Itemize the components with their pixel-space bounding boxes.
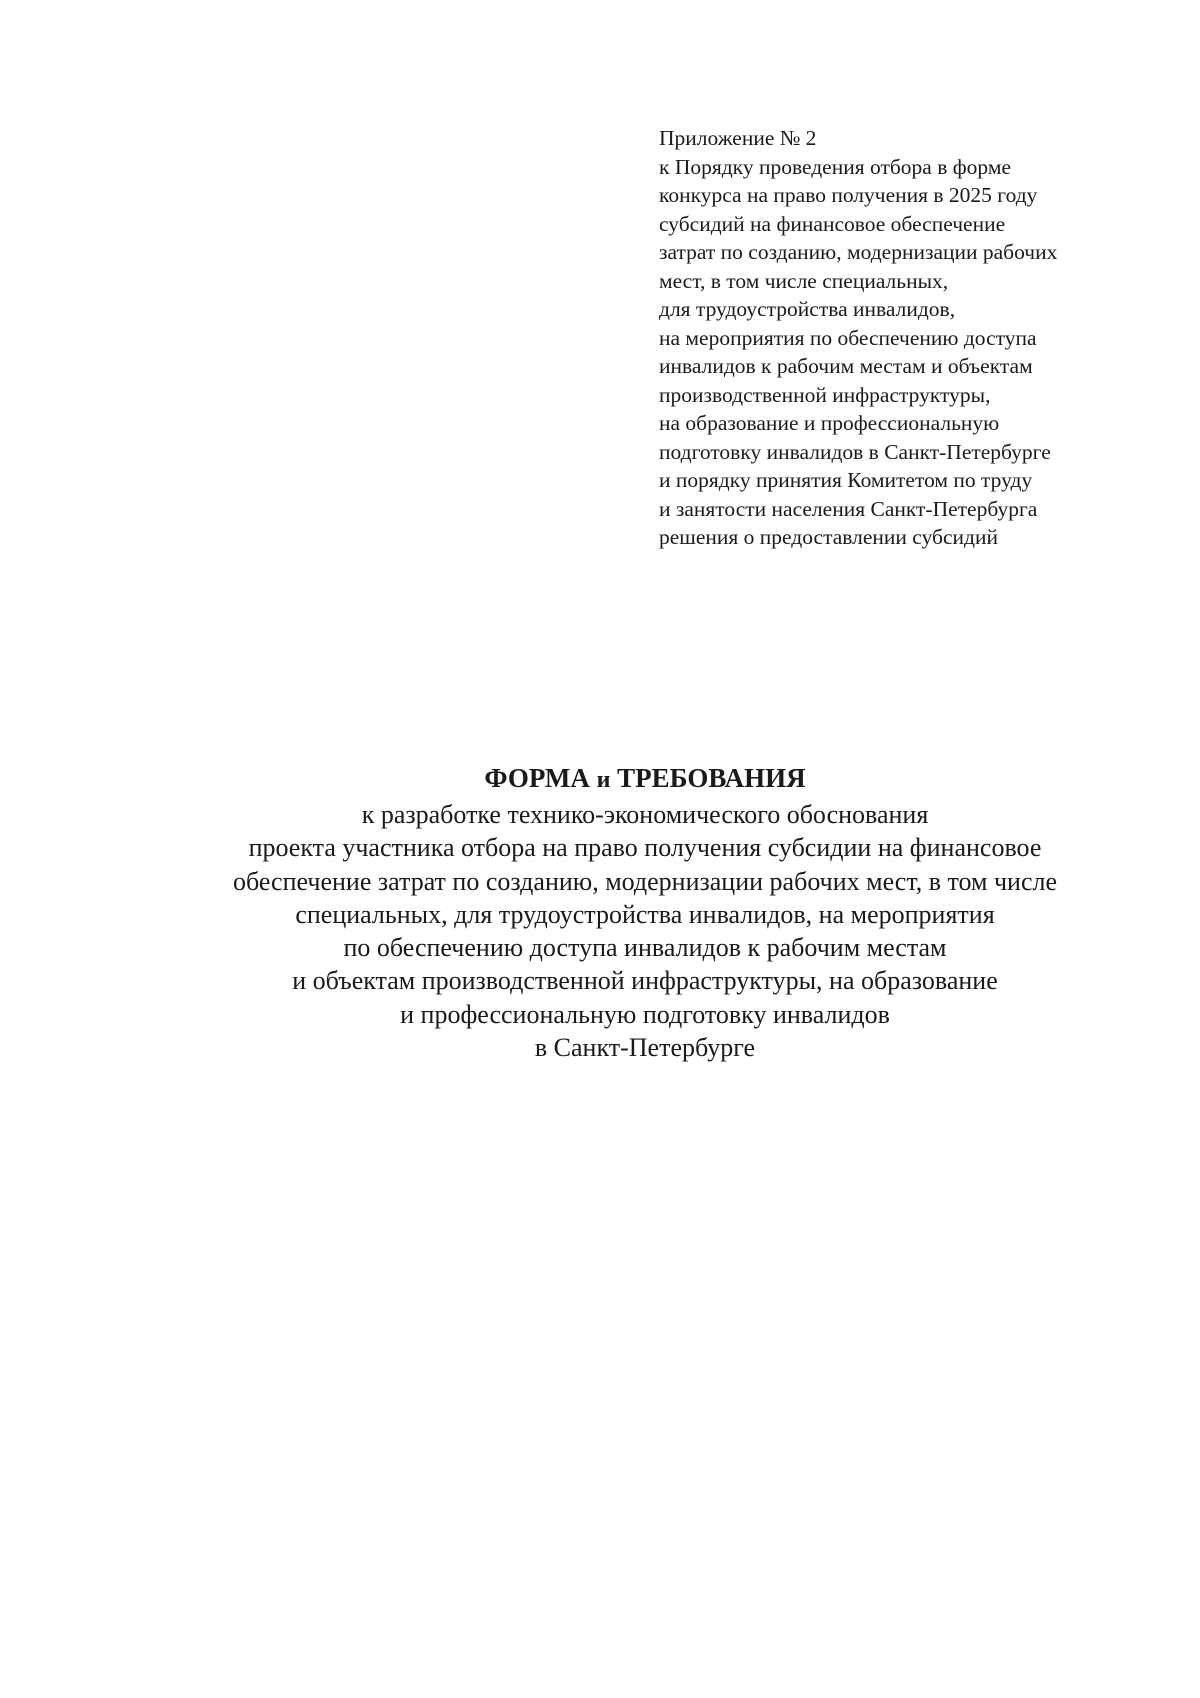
document-title <box>100 760 1190 798</box>
subtitle-line: и объектам производственной инфраструктуры, на образование <box>292 966 998 996</box>
annex-line: для трудоустройства инвалидов, <box>659 297 956 321</box>
annex-line: и порядку принятия Комитетом по труду <box>659 468 1033 492</box>
annex-line: конкурса на право получения в 2025 году <box>659 183 1038 207</box>
subtitle-line: проекта участника отбора на право получения субсидии на финансовое <box>248 833 1042 863</box>
title-word-forma: ФОРМА <box>484 763 590 793</box>
subtitle-line: и профессиональную подготовку инвалидов <box>400 999 890 1029</box>
annex-line: на образование и профессиональную <box>659 411 1000 435</box>
annex-line: на мероприятия по обеспечению доступа <box>659 325 1037 350</box>
subtitle-line: к разработке технико-экономического обоснования <box>361 800 929 829</box>
annex-line: производственной инфраструктуры, <box>659 382 991 407</box>
title-word-and: и <box>596 767 611 793</box>
annex-line: инвалидов к рабочим местам и объектам <box>659 354 1033 378</box>
title-block <box>100 760 1190 1064</box>
annex-line: затрат по созданию, модернизации рабочих <box>659 240 1058 264</box>
subtitle-line: в Санкт-Петербурге <box>534 1033 756 1063</box>
annex-line: решения о предоставлении субсидий <box>659 525 998 549</box>
subtitle-line: специальных, для трудоустройства инвалидов, на мероприятия <box>295 899 995 929</box>
title-word-requirements: ТРЕБОВАНИЯ <box>617 763 806 793</box>
subtitle-line: по обеспечению доступа инвалидов к рабочим местам <box>343 933 947 963</box>
annex-line: и занятости населения Санкт-Петербурга <box>659 496 1038 521</box>
annex-header <box>659 124 1159 552</box>
annex-line: к Порядку проведения отбора в форме <box>659 154 1011 179</box>
annex-line: подготовку инвалидов в Санкт-Петербурге <box>659 439 1051 464</box>
annex-line: Приложение № 2 <box>659 126 817 150</box>
annex-line: мест, в том числе специальных, <box>659 268 949 293</box>
subtitle-line: обеспечение затрат по созданию, модернизации рабочих мест, в том числе <box>232 866 1058 896</box>
annex-line: субсидий на финансовое обеспечение <box>659 211 1006 236</box>
